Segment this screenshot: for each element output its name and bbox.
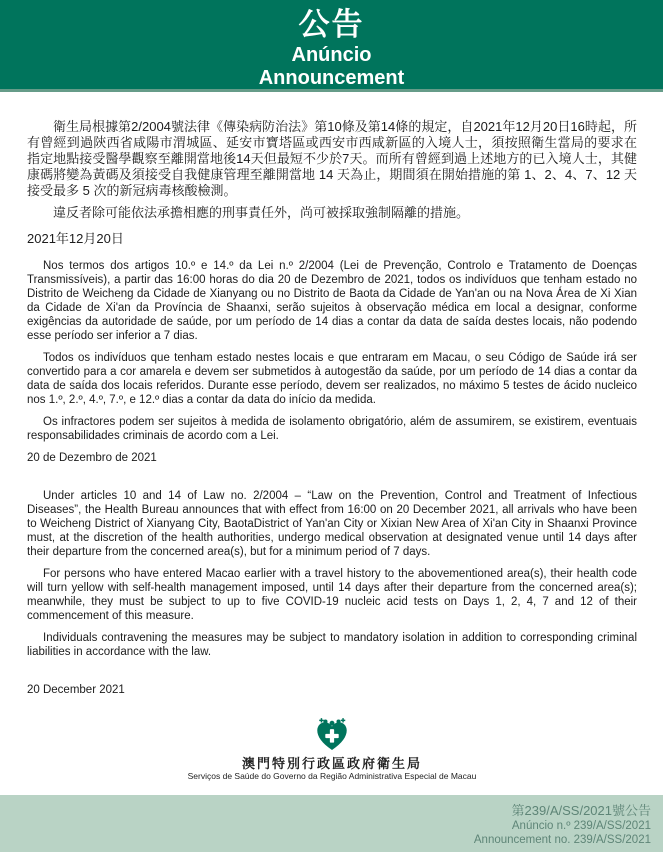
- organization-name-portuguese: Serviços de Saúde do Governo da Região Administrativa Especial de Macau: [187, 771, 477, 781]
- portuguese-paragraph-1: Nos termos dos artigos 10.º e 14.º da Lei n.º 2/2004 (Lei de Prevenção, Controlo e Tratamento de Doenças Transmissíveis), a partir das 16:00 horas do dia 20 de Dezembro de 2021, todos os indivíduos que tenham estado no Distrito de Weicheng da Cidade de Xianyang ou no Distrito de Baota da Cidade de Yan'an ou na Nova Área de Xi Xian da Cidade de Xi'an da Província de Shaanxi, serão sujeitos à observação médica em local a designar, conforme exigências da autoridade de saúde, por um período de 14 dias a contar da data de saída destes locais, não podendo esse período ser inferior a 7 dias.: [27, 260, 637, 342]
- section-portuguese: [27, 259, 637, 465]
- chinese-paragraph-1: 衛生局根據第2/2004號法律《傳染病防治法》第10條及第14條的規定，自2021年12月20日16時起，所有曾經到過陝西省咸陽市渭城區、延安市寶塔區或西安市西咸新區的入境人士，須按照衛生當局的要求在指定地點接受醫學觀察至離開當地後14天但最短不少於7天。而所有曾經到過上述地方的已入境人士，其健康碼將變為黃碼及須接受自我健康管理至離開當地 14 天為止，期間須在開始措施的第 1、2、4、7、12 天接受最多 5 次的新冠病毒核酸檢測。: [27, 119, 637, 198]
- page-title-portuguese: Anúncio: [291, 44, 372, 66]
- section-english: [27, 489, 637, 697]
- reference-number-portuguese: Anúncio n.º 239/A/SS/2021: [511, 820, 651, 832]
- portuguese-paragraph-3: Os infractores podem ser sujeitos à medida de isolamento obrigatório, além de assumirem, se existirem, eventuais responsabilidades criminais de acordo com a Lei.: [27, 416, 637, 442]
- english-date: 20 December 2021: [27, 684, 125, 696]
- section-chinese: [27, 119, 637, 247]
- reference-number-chinese: 第239/A/SS/2021號公告: [511, 803, 651, 818]
- portuguese-date: 20 de Dezembro de 2021: [27, 452, 157, 464]
- english-paragraph-1: Under articles 10 and 14 of Law no. 2/2004 – “Law on the Prevention, Control and Treatment of Infectious Diseases”, the Health Bureau announces that with effect from 16:00 on 20 December 2021, all arrivals who have been to Weicheng District of Xianyang City, BaotaDistrict of Yan'an City or Xixian New Area of Xi'an City in Shaanxi Province must, at the discretion of the health authorities, undergo medical observation at designated venue until 14 days after their departure from the concerned area(s), but for a minimum period of 7 days.: [27, 490, 637, 558]
- health-bureau-logo-block: [27, 718, 637, 782]
- page-title-english: Announcement: [258, 67, 405, 89]
- chinese-paragraph-2: 違反者除可能依法承擔相應的刑事責任外，尚可被採取強制隔離的措施。: [53, 205, 470, 220]
- reference-number-english: Announcement no. 239/A/SS/2021: [473, 834, 651, 846]
- reference-footer: [0, 795, 663, 852]
- organization-name-chinese: 澳門特別行政區政府衛生局: [241, 756, 422, 771]
- document-body: [0, 92, 663, 782]
- english-paragraph-2: For persons who have entered Macao earlier with a travel history to the abovementioned area(s), their health code will turn yellow with self-health management imposed, until 14 days after their departure from the concerned area(s); meanwhile, they must be subject to up to five COVID-19 nucleic acid tests on Days 1, 2, 4, 7 and 12 of their commencement of this measure.: [27, 568, 637, 622]
- portuguese-paragraph-2: Todos os indivíduos que tenham estado nestes locais e que entraram em Macau, o seu Código de Saúde irá ser convertido para a cor amarela e devem ser submetidos à autogestão da saúde, por um período de 14 dias a contar da data de saída dos locais referidos. Durante esse período, devem ser realizados, no máximo 5 testes de ácido nucleico nos 1.º, 2.º, 4.º, 7.º, e 12.º dias a contar da data do início da medida.: [27, 352, 637, 406]
- chinese-date: 2021年12月20日: [27, 231, 124, 246]
- header-banner: [0, 0, 663, 92]
- english-paragraph-3: Individuals contravening the measures may be subject to mandatory isolation in addition to corresponding criminal liabilities in accordance with the law.: [27, 632, 637, 658]
- health-bureau-heart-cross-logo-icon: [314, 718, 350, 751]
- page-title-chinese: 公告: [298, 7, 365, 42]
